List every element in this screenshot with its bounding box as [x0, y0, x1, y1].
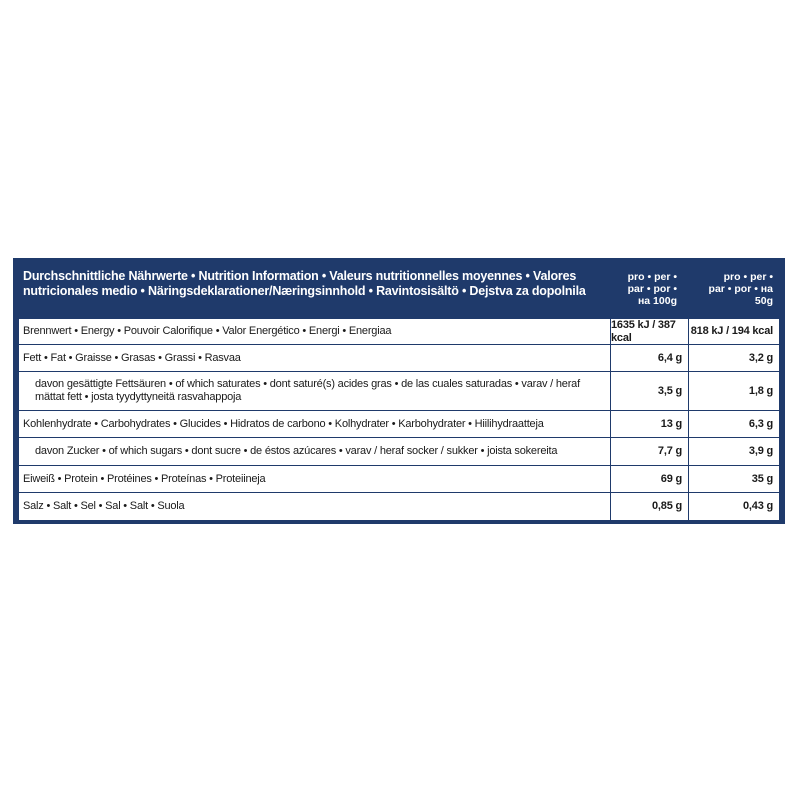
- header-per-50g: pro • per • par • por • на 50g: [708, 271, 773, 307]
- value-per-100g: 0,85 g: [611, 493, 689, 520]
- row-label: Salz • Salt • Sel • Sal • Salt • Suola: [19, 493, 611, 520]
- row-energy: [19, 319, 779, 345]
- value-per-100g: 3,5 g: [611, 372, 689, 410]
- nutrition-table: [13, 258, 785, 524]
- row-sugars: [19, 438, 779, 466]
- header-per-100g: pro • per • par • por • на 100g: [627, 271, 677, 307]
- value-per-100g: 1635 kJ / 387 kcal: [611, 319, 689, 344]
- value-per-50g: 1,8 g: [748, 384, 773, 397]
- row-label: davon Zucker • of which sugars • dont sucre • de éstos azúcares • varav / heraf socker / sukker • joista sokereita: [19, 438, 611, 465]
- value-per-50g: 35 g: [751, 472, 773, 485]
- value-per-100g: 69 g: [611, 466, 689, 492]
- row-salt: [19, 493, 779, 520]
- header-title: Durchschnittliche Nährwerte • Nutrition Information • Valeurs nutritionnelles moyennes • Valores nutricionales medio • Näringsdeklarationer/Næringsinnhold • Ravintosisältö • Dejstva za dopolnila: [23, 269, 586, 298]
- row-protein: [19, 466, 779, 493]
- value-per-100g: 6,4 g: [611, 345, 689, 371]
- row-label: Kohlenhydrate • Carbohydrates • Glucides • Hidratos de carbono • Kolhydrater • Karbohydrater • Hiilihydraatteja: [19, 411, 611, 437]
- value-per-50g: 818 kJ / 194 kcal: [690, 325, 773, 337]
- value-per-50g: 3,2 g: [748, 351, 773, 364]
- table-header: [15, 260, 783, 319]
- value-per-50g: 0,43 g: [743, 500, 773, 512]
- row-label: Brennwert • Energy • Pouvoir Calorifique • Valor Energético • Energi • Energiaa: [19, 319, 611, 344]
- row-fat: [19, 345, 779, 372]
- row-label: davon gesättigte Fettsäuren • of which saturates • dont saturé(s) acides gras • de las cuales saturadas • varav / heraf mättat fett • josta tyydyttyneitä rasvahappoja: [19, 372, 611, 410]
- row-label: Eiweiß • Protein • Protéines • Proteínas • Proteiineja: [19, 466, 611, 492]
- value-per-100g: 7,7 g: [611, 438, 689, 465]
- row-label: Fett • Fat • Graisse • Grasas • Grassi • Rasvaa: [19, 345, 611, 371]
- value-per-50g: 3,9 g: [748, 445, 773, 457]
- value-per-100g: 13 g: [611, 411, 689, 437]
- row-carbohydrates: [19, 411, 779, 438]
- value-per-50g: 6,3 g: [748, 417, 773, 430]
- table-body: [19, 319, 779, 520]
- row-saturates: [19, 372, 779, 411]
